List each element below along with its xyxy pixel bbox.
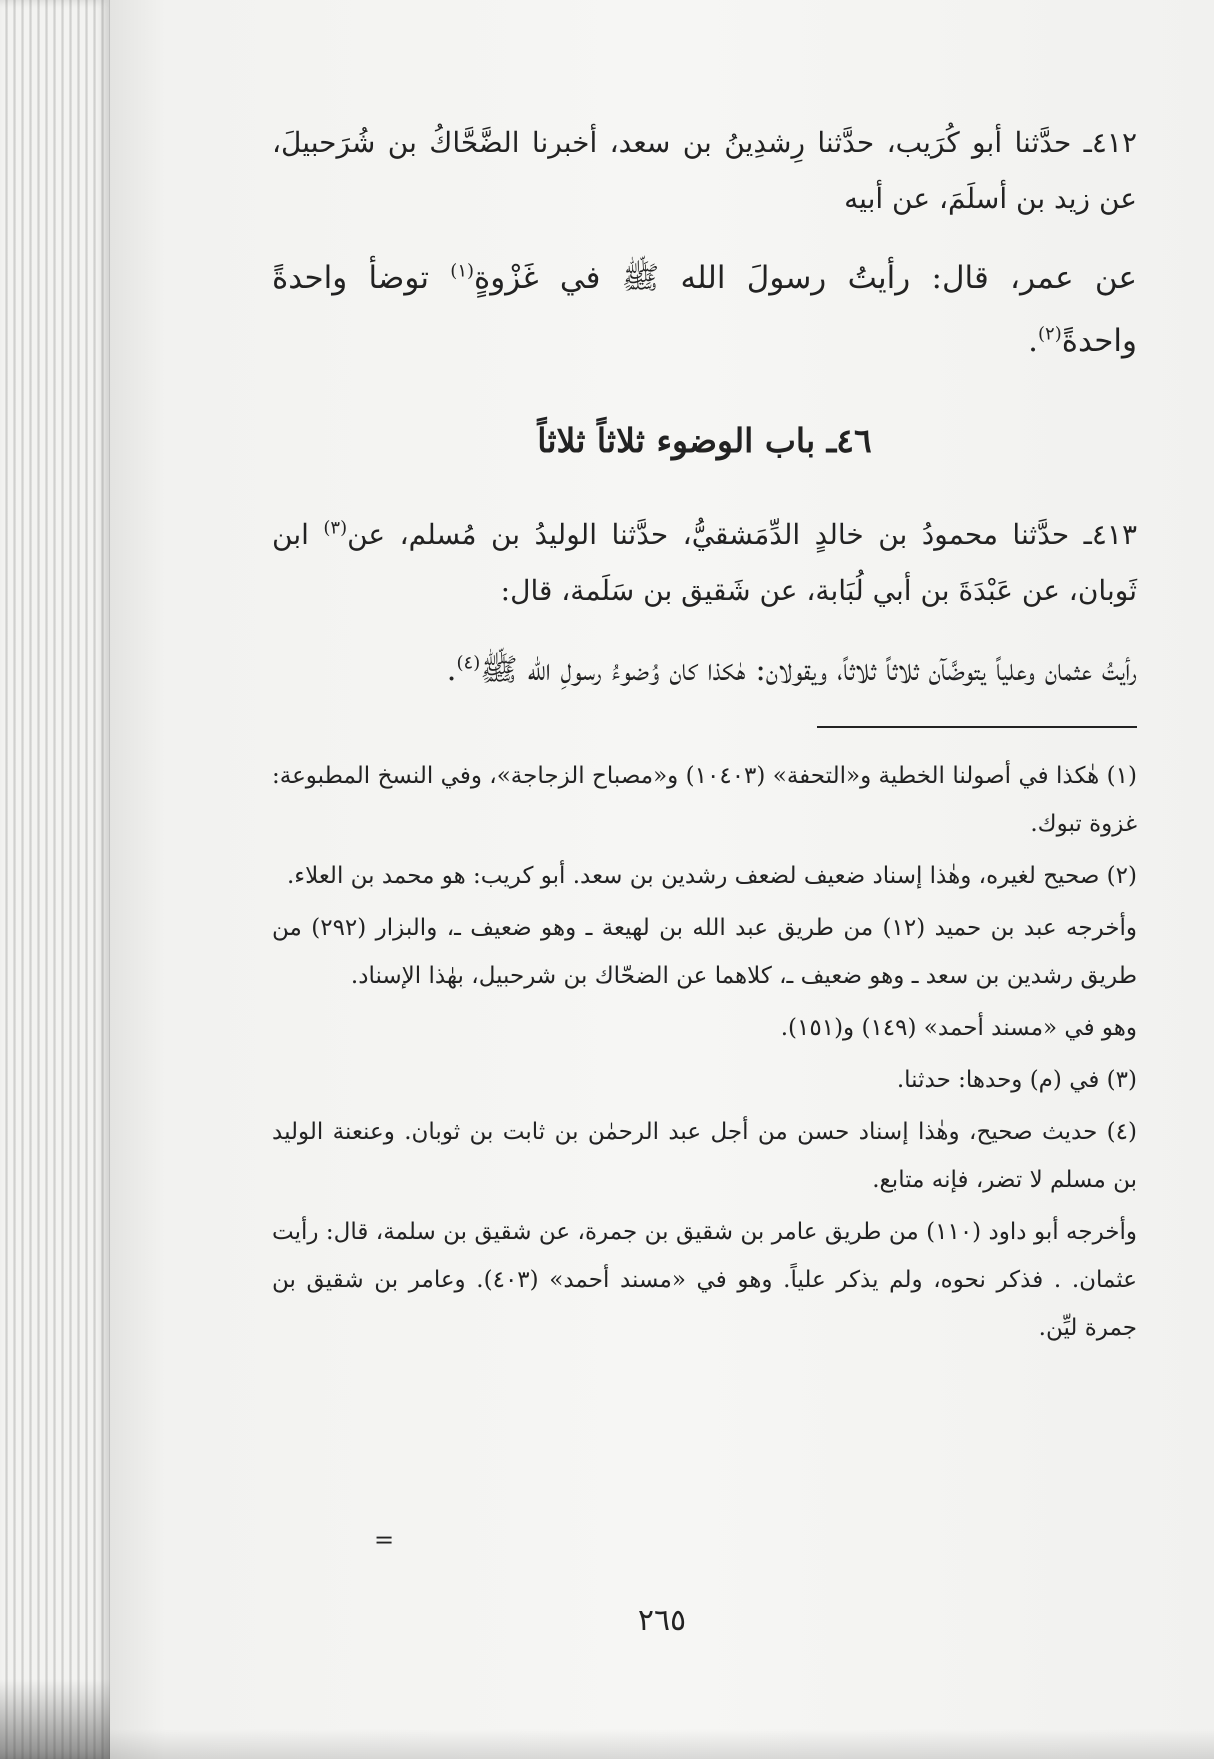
footnote-2-cont-2: وهو في «مسند أحمد» (١٤٩) و(١٥١).: [780, 1015, 1137, 1041]
hadith-413-matn-text: رأيتُ عثمان وعلياً يتوضَّآن ثلاثاً ثلاثاً، ويقولان: هٰكذا كان وُضوءُ رسولِ الله ﷺ: [480, 652, 1137, 688]
hadith-413-matn-end: .: [446, 652, 457, 688]
hadith-412-isnad: [272, 115, 1137, 227]
footnote-ref-2: (٢): [1038, 323, 1062, 345]
footnote-divider: [817, 726, 1137, 728]
footnote-2: (٢) صحيح لغيره، وهٰذا إسناد ضعيف لضعف رشدين بن سعد. أبو كريب: هو محمد بن العلاء.: [286, 863, 1137, 889]
hadith-412-matn-text-1: عن عمر، قال: رأيتُ رسولَ الله ﷺ في غَزْوةٍ: [474, 260, 1137, 296]
footnote-4-cont: وأخرجه أبو داود (١١٠) من طريق عامر بن شقيق بن جمرة، عن شقيق بن سلمة، قال: رأيت عثمان. . فذكر نحوه، ولم يذكر علياً. وهو في «مسند أحمد» (٤٠٣). وعامر بن شقيق بن جمرة ليِّن.: [272, 1219, 1138, 1341]
hadith-413-isnad-text-1: ٤١٣ـ حدَّثنا محمودُ بن خالدٍ الدِّمَشقيُّ، حدَّثنا الوليدُ بن مُسلم، عن: [347, 518, 1137, 551]
footnote-ref-4: (٤): [456, 652, 481, 674]
footnote-3: (٣) في (م) وحدها: حدثنا.: [896, 1067, 1137, 1093]
footnote-1: (١) هٰكذا في أصولنا الخطية و«التحفة» (١٠٤٠٣) و«مصباح الزجاجة»، وفي النسخ المطبوعة: غزوة تبوك.: [272, 763, 1137, 837]
book-page-edges: [0, 0, 110, 1759]
hadith-413-isnad-text-2: ابن ثَوبان، عن عَبْدَةَ بن أبي لُبَابة، عن شَقيق بن سَلَمة، قال:: [272, 518, 1137, 607]
chapter-title: ٤٦ـ باب الوضوء ثلاثاً ثلاثاً: [537, 421, 872, 460]
hadith-412-matn-end: .: [1028, 323, 1038, 359]
hadith-413-matn: [272, 639, 1137, 702]
footnote-ref-1: (١): [450, 260, 475, 282]
footnote-2-cont-1: وأخرجه عبد بن حميد (١٢) من طريق عبد الله بن لهيعة ـ وهو ضعيف ـ، والبزار (٢٩٢) من طريق رشدين بن سعد ـ وهو ضعيف ـ، كلاهما عن الضحّاك بن شرحبيل، بهٰذا الإسناد.: [272, 915, 1137, 989]
hadith-413-isnad: [272, 507, 1137, 619]
footnote-4: (٤) حديث صحيح، وهٰذا إسناد حسن من أجل عبد الرحمٰن بن ثابت بن ثوبان. وعنعنة الوليد بن مسلم لا تضر، فإنه متابع.: [272, 1119, 1138, 1193]
book-page: [110, 0, 1214, 1759]
hadith-412-matn: [272, 247, 1137, 373]
page-bottom-shadow: [110, 1729, 1214, 1759]
hadith-412-isnad-text: ٤١٢ـ حدَّثنا أبو كُرَيب، حدَّثنا رِشدِينُ بن سعد، أخبرنا الضَّحَّاكُ بن شُرَحبيلَ، عن زيد بن أسلَمَ، عن أبيه: [272, 126, 1137, 215]
continuation-mark: =: [374, 1526, 395, 1554]
footnote-ref-3: (٣): [323, 517, 348, 539]
hadith-412-matn-text-2: توضأ واحدةً واحدةً: [272, 260, 1137, 359]
page-number: ٢٦٥: [637, 1603, 687, 1638]
page-content: [272, 115, 1137, 1356]
